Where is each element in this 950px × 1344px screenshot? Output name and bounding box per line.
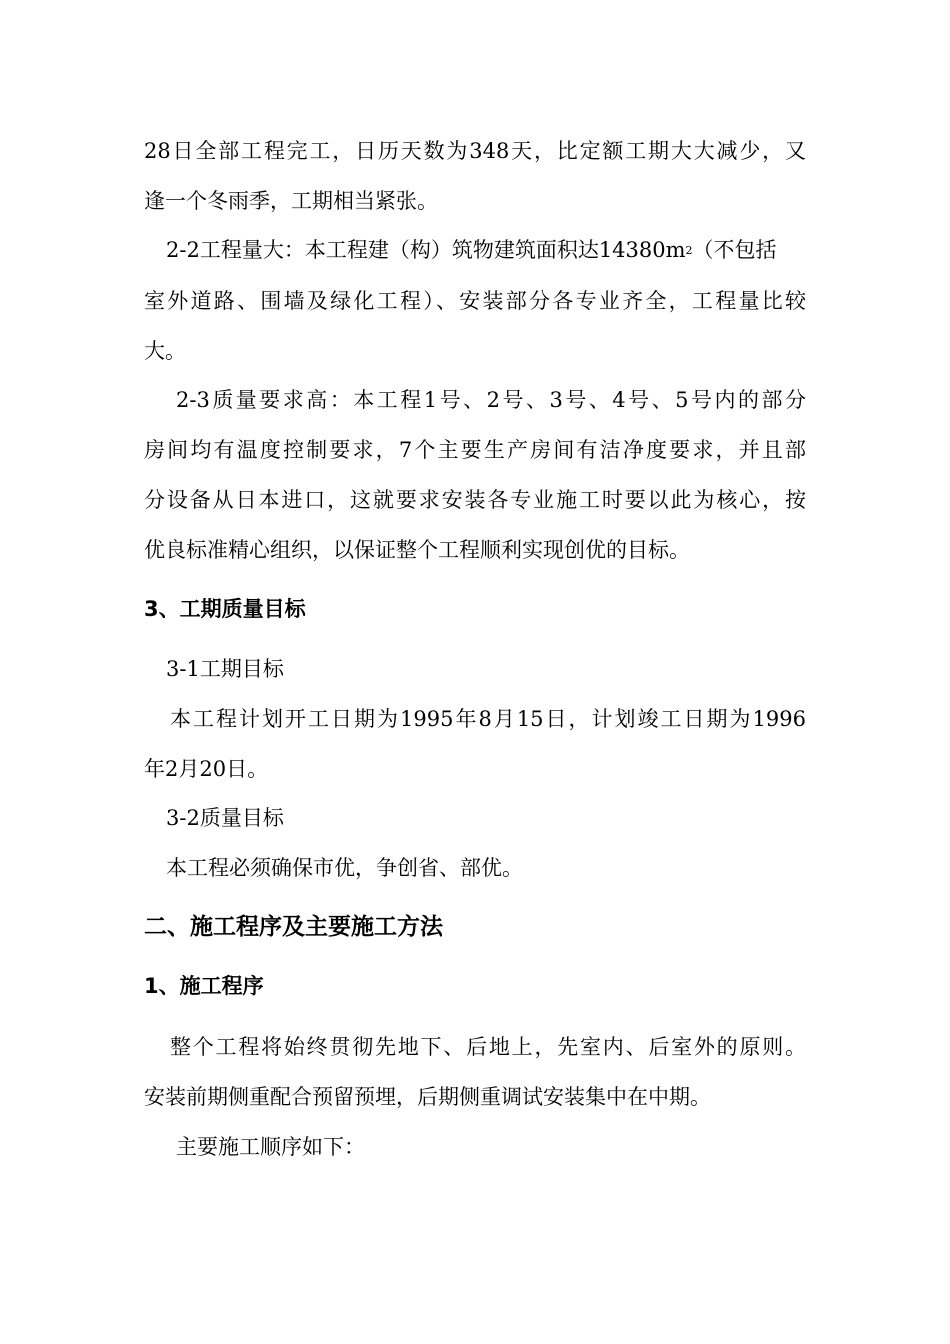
para-2-3-line-2: 房间均有温度控制要求，7个主要生产房间有洁净度要求，并且部	[144, 438, 806, 462]
section-1-text-line-1: 整个工程将始终贯彻先地下、后地上，先室内、后室外的原则。	[170, 1035, 806, 1059]
para-2-2-line-1-tail: （不包括	[692, 238, 777, 262]
para-2-3-line-1: 2-3质量要求高：本工程1号、2号、3号、4号、5号内的部分	[176, 388, 806, 412]
chapter-2-heading: 二、施工程序及主要施工方法	[144, 914, 443, 940]
section-3-heading: 3、工期质量目标	[144, 597, 306, 621]
para-2-3-line-4: 优良标准精心组织，以保证整个工程顺利实现创优的目标。	[144, 538, 690, 562]
section-1-text-line-2: 安装前期侧重配合预留预埋，后期侧重调试安装集中在中期。	[144, 1085, 711, 1109]
section-1-heading: 1、施工程序	[144, 974, 264, 998]
subsection-3-2-title: 3-2质量目标	[166, 806, 284, 830]
section-3-1-text-line-2: 年2月20日。	[144, 757, 269, 781]
para-2-2-line-3: 大。	[144, 339, 186, 363]
superscript-2: 2	[685, 244, 693, 257]
para-2-2-line-1-text: 2-2工程量大：本工程建（构）筑物建筑面积达14380m	[166, 238, 686, 262]
section-3-2-text: 本工程必须确保市优，争创省、部优。	[166, 856, 523, 880]
para-2-1-line-2: 逢一个冬雨季，工期相当紧张。	[144, 189, 438, 213]
para-2-3-line-3: 分设备从日本进口，这就要求安装各专业施工时要以此为核心，按	[144, 488, 806, 512]
para-2-2-line-1	[166, 235, 777, 265]
para-2-2-line-2: 室外道路、围墙及绿化工程）、安装部分各专业齐全，工程量比较	[144, 289, 806, 313]
subsection-3-1-title: 3-1工期目标	[166, 657, 284, 681]
section-1-text-line-3: 主要施工顺序如下：	[176, 1135, 365, 1159]
para-2-1-line-1: 28日全部工程完工，日历天数为348天，比定额工期大大减少，又	[144, 139, 806, 163]
section-3-1-text-line-1: 本工程计划开工日期为1995年8月15日，计划竣工日期为1996	[170, 707, 806, 731]
